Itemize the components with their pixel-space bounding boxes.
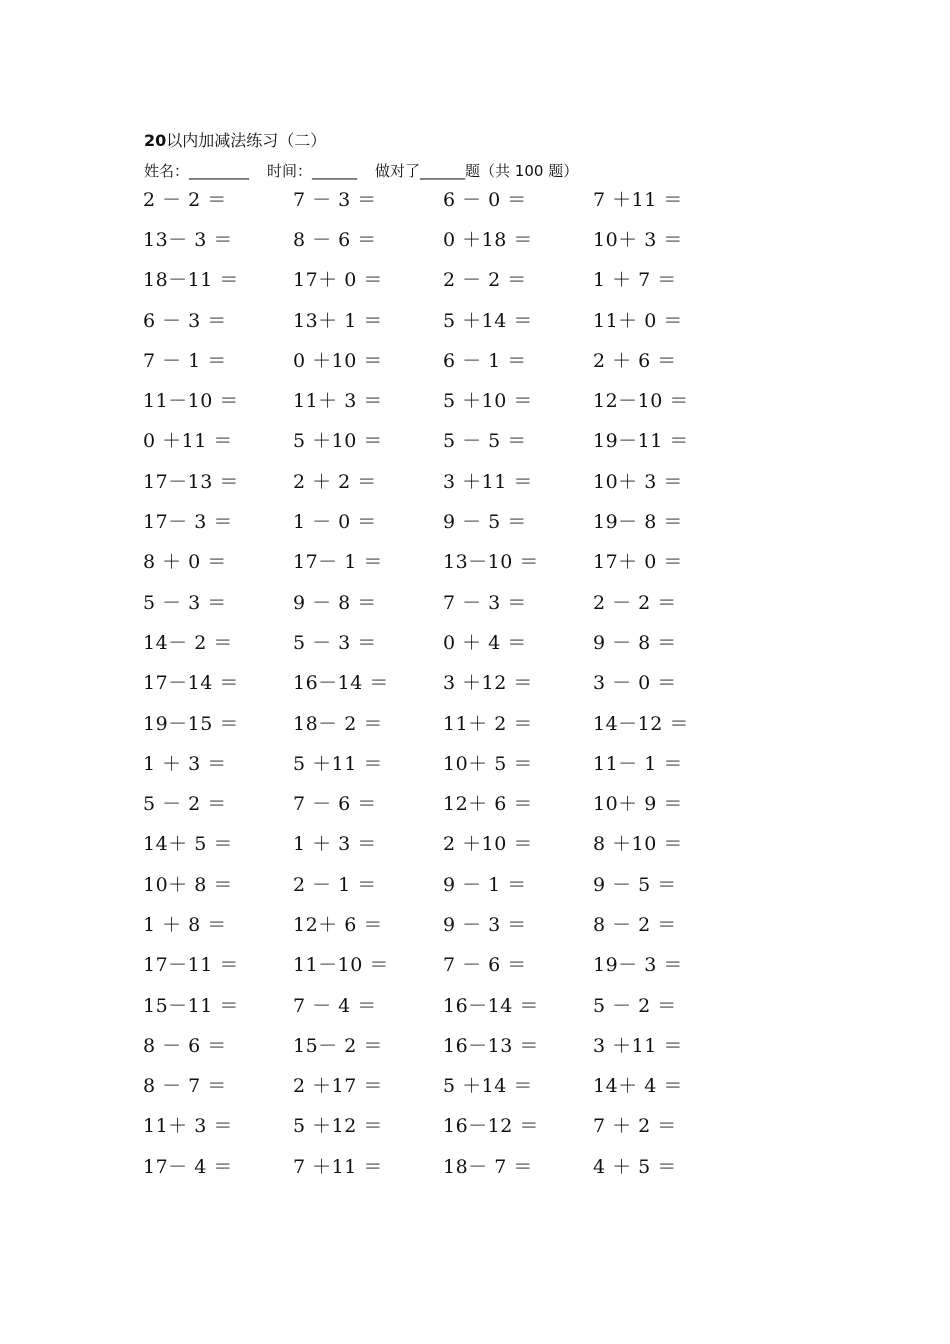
problem-row [143,1105,743,1145]
title-text: 以内加减法练习（二） [166,131,327,150]
arithmetic-problem: 11＋ 3 ＝ [293,390,383,413]
arithmetic-problem: 1 ＋ 3 ＝ [293,833,377,856]
arithmetic-problem: 5 － 3 ＝ [293,631,377,654]
problem-row [143,984,743,1024]
arithmetic-problem: 18－ 2 ＝ [293,712,383,735]
arithmetic-problem: 3 ＋11 ＝ [593,1034,683,1057]
problem-row [143,1065,743,1105]
arithmetic-problem: 5 ＋14 ＝ [443,1075,533,1098]
arithmetic-problem: 17－14 ＝ [143,672,239,695]
time-field-label[interactable]: 时间：______ [267,162,358,180]
arithmetic-problem: 7 ＋11 ＝ [593,188,683,211]
arithmetic-problem: 11－ 1 ＝ [593,752,683,775]
arithmetic-problem: 6 － 0 ＝ [443,188,527,211]
arithmetic-problem: 11－10 ＝ [143,390,239,413]
arithmetic-problem: 2 － 2 ＝ [443,269,527,292]
arithmetic-problem: 5 ＋10 ＝ [293,430,383,453]
arithmetic-problem: 14＋ 5 ＝ [143,833,233,856]
arithmetic-problem: 3 － 0 ＝ [593,672,677,695]
arithmetic-problem: 0 ＋10 ＝ [293,349,383,372]
arithmetic-problem: 19－15 ＝ [143,712,239,735]
problem-row [143,460,743,500]
arithmetic-problem: 6 － 3 ＝ [143,309,227,332]
arithmetic-problem: 17－13 ＝ [143,470,239,493]
arithmetic-problem: 3 ＋12 ＝ [443,672,533,695]
arithmetic-problem: 1 ＋ 8 ＝ [143,913,227,936]
arithmetic-problem: 17＋ 0 ＝ [293,269,383,292]
arithmetic-problem: 1 － 0 ＝ [293,511,377,534]
arithmetic-problem: 5 － 5 ＝ [443,430,527,453]
arithmetic-problem: 2 － 2 ＝ [143,188,227,211]
problem-row [143,621,743,661]
arithmetic-problem: 12＋ 6 ＝ [293,913,383,936]
problem-row [143,1024,743,1064]
arithmetic-problem: 7 － 6 ＝ [293,793,377,816]
arithmetic-problem: 10＋ 5 ＝ [443,752,533,775]
problem-row [143,863,743,903]
arithmetic-problem: 5 － 2 ＝ [593,994,677,1017]
arithmetic-problem: 7 － 3 ＝ [293,188,377,211]
arithmetic-problem: 0 ＋18 ＝ [443,228,533,251]
problem-row [143,379,743,419]
problem-row [143,259,743,299]
arithmetic-problem: 16－14 ＝ [293,672,389,695]
arithmetic-problem: 11＋ 3 ＝ [143,1115,233,1138]
arithmetic-problem: 11＋ 2 ＝ [443,712,533,735]
arithmetic-problem: 7 － 1 ＝ [143,349,227,372]
arithmetic-problem: 14－12 ＝ [593,712,689,735]
arithmetic-problem: 13－ 3 ＝ [143,228,233,251]
problem-row [143,1145,743,1185]
arithmetic-problem: 0 ＋ 4 ＝ [443,631,527,654]
arithmetic-problem: 8 － 6 ＝ [293,228,377,251]
arithmetic-problem: 9 － 8 ＝ [593,631,677,654]
arithmetic-problem: 16－14 ＝ [443,994,539,1017]
arithmetic-problem: 1 ＋ 3 ＝ [143,752,227,775]
problem-row [143,702,743,742]
problem-row [143,299,743,339]
arithmetic-problem: 15－11 ＝ [143,994,239,1017]
arithmetic-problem: 5 ＋11 ＝ [293,752,383,775]
problem-row [143,339,743,379]
arithmetic-problem: 13＋ 1 ＝ [293,309,383,332]
arithmetic-problem: 17＋ 0 ＝ [593,551,683,574]
arithmetic-problem: 15－ 2 ＝ [293,1034,383,1057]
arithmetic-problem: 7 － 6 ＝ [443,954,527,977]
problem-row [143,500,743,540]
arithmetic-problem: 18－ 7 ＝ [443,1155,533,1178]
arithmetic-problem: 2 － 2 ＝ [593,591,677,614]
arithmetic-problem: 14＋ 4 ＝ [593,1075,683,1098]
arithmetic-problem: 8 － 7 ＝ [143,1075,227,1098]
arithmetic-problem: 19－ 8 ＝ [593,511,683,534]
arithmetic-problem: 13－10 ＝ [443,551,539,574]
problem-grid [143,178,743,1185]
arithmetic-problem: 19－11 ＝ [593,430,689,453]
arithmetic-problem: 5 － 2 ＝ [143,793,227,816]
arithmetic-problem: 11＋ 0 ＝ [593,309,683,332]
arithmetic-problem: 2 ＋ 2 ＝ [293,470,377,493]
arithmetic-problem: 9 － 3 ＝ [443,913,527,936]
arithmetic-problem: 8 － 6 ＝ [143,1034,227,1057]
arithmetic-problem: 19－ 3 ＝ [593,954,683,977]
arithmetic-problem: 10＋ 8 ＝ [143,873,233,896]
arithmetic-problem: 8 ＋10 ＝ [593,833,683,856]
arithmetic-problem: 9 － 1 ＝ [443,873,527,896]
arithmetic-problem: 5 ＋10 ＝ [443,390,533,413]
arithmetic-problem: 2 ＋17 ＝ [293,1075,383,1098]
arithmetic-problem: 11－10 ＝ [293,954,389,977]
arithmetic-problem: 5 ＋14 ＝ [443,309,533,332]
arithmetic-problem: 7 － 4 ＝ [293,994,377,1017]
arithmetic-problem: 18－11 ＝ [143,269,239,292]
arithmetic-problem: 14－ 2 ＝ [143,631,233,654]
arithmetic-problem: 8 － 2 ＝ [593,913,677,936]
problem-row [143,742,743,782]
arithmetic-problem: 7 ＋ 2 ＝ [593,1115,677,1138]
arithmetic-problem: 2 ＋10 ＝ [443,833,533,856]
problem-row [143,944,743,984]
problem-row [143,823,743,863]
arithmetic-problem: 6 － 1 ＝ [443,349,527,372]
arithmetic-problem: 12＋ 6 ＝ [443,793,533,816]
problem-row [143,782,743,822]
arithmetic-problem: 17－ 3 ＝ [143,511,233,534]
arithmetic-problem: 9 － 5 ＝ [593,873,677,896]
arithmetic-problem: 8 ＋ 0 ＝ [143,551,227,574]
problem-row [143,541,743,581]
arithmetic-problem: 17－ 4 ＝ [143,1155,233,1178]
arithmetic-problem: 16－12 ＝ [443,1115,539,1138]
arithmetic-problem: 5 ＋12 ＝ [293,1115,383,1138]
arithmetic-problem: 1 ＋ 7 ＝ [593,269,677,292]
arithmetic-problem: 10＋ 3 ＝ [593,470,683,493]
arithmetic-problem: 12－10 ＝ [593,390,689,413]
arithmetic-problem: 9 － 8 ＝ [293,591,377,614]
arithmetic-problem: 17－ 1 ＝ [293,551,383,574]
problem-row [143,581,743,621]
arithmetic-problem: 17－11 ＝ [143,954,239,977]
arithmetic-problem: 9 － 5 ＝ [443,511,527,534]
arithmetic-problem: 2 ＋ 6 ＝ [593,349,677,372]
arithmetic-problem: 2 － 1 ＝ [293,873,377,896]
problem-row [143,178,743,218]
problem-row [143,218,743,258]
arithmetic-problem: 7 － 3 ＝ [443,591,527,614]
worksheet-title [144,128,326,151]
arithmetic-problem: 10＋ 9 ＝ [593,793,683,816]
problem-row [143,903,743,943]
arithmetic-problem: 10＋ 3 ＝ [593,228,683,251]
problem-row [143,420,743,460]
arithmetic-problem: 4 ＋ 5 ＝ [593,1155,677,1178]
arithmetic-problem: 7 ＋11 ＝ [293,1155,383,1178]
arithmetic-problem: 0 ＋11 ＝ [143,430,233,453]
title-number: 20 [144,131,167,150]
problem-row [143,662,743,702]
name-field-label[interactable]: 姓名：________ [144,162,250,180]
arithmetic-problem: 16－13 ＝ [443,1034,539,1057]
arithmetic-problem: 5 － 3 ＝ [143,591,227,614]
score-field-label[interactable]: 做对了______题（共 100 题） [375,162,579,180]
arithmetic-problem: 3 ＋11 ＝ [443,470,533,493]
